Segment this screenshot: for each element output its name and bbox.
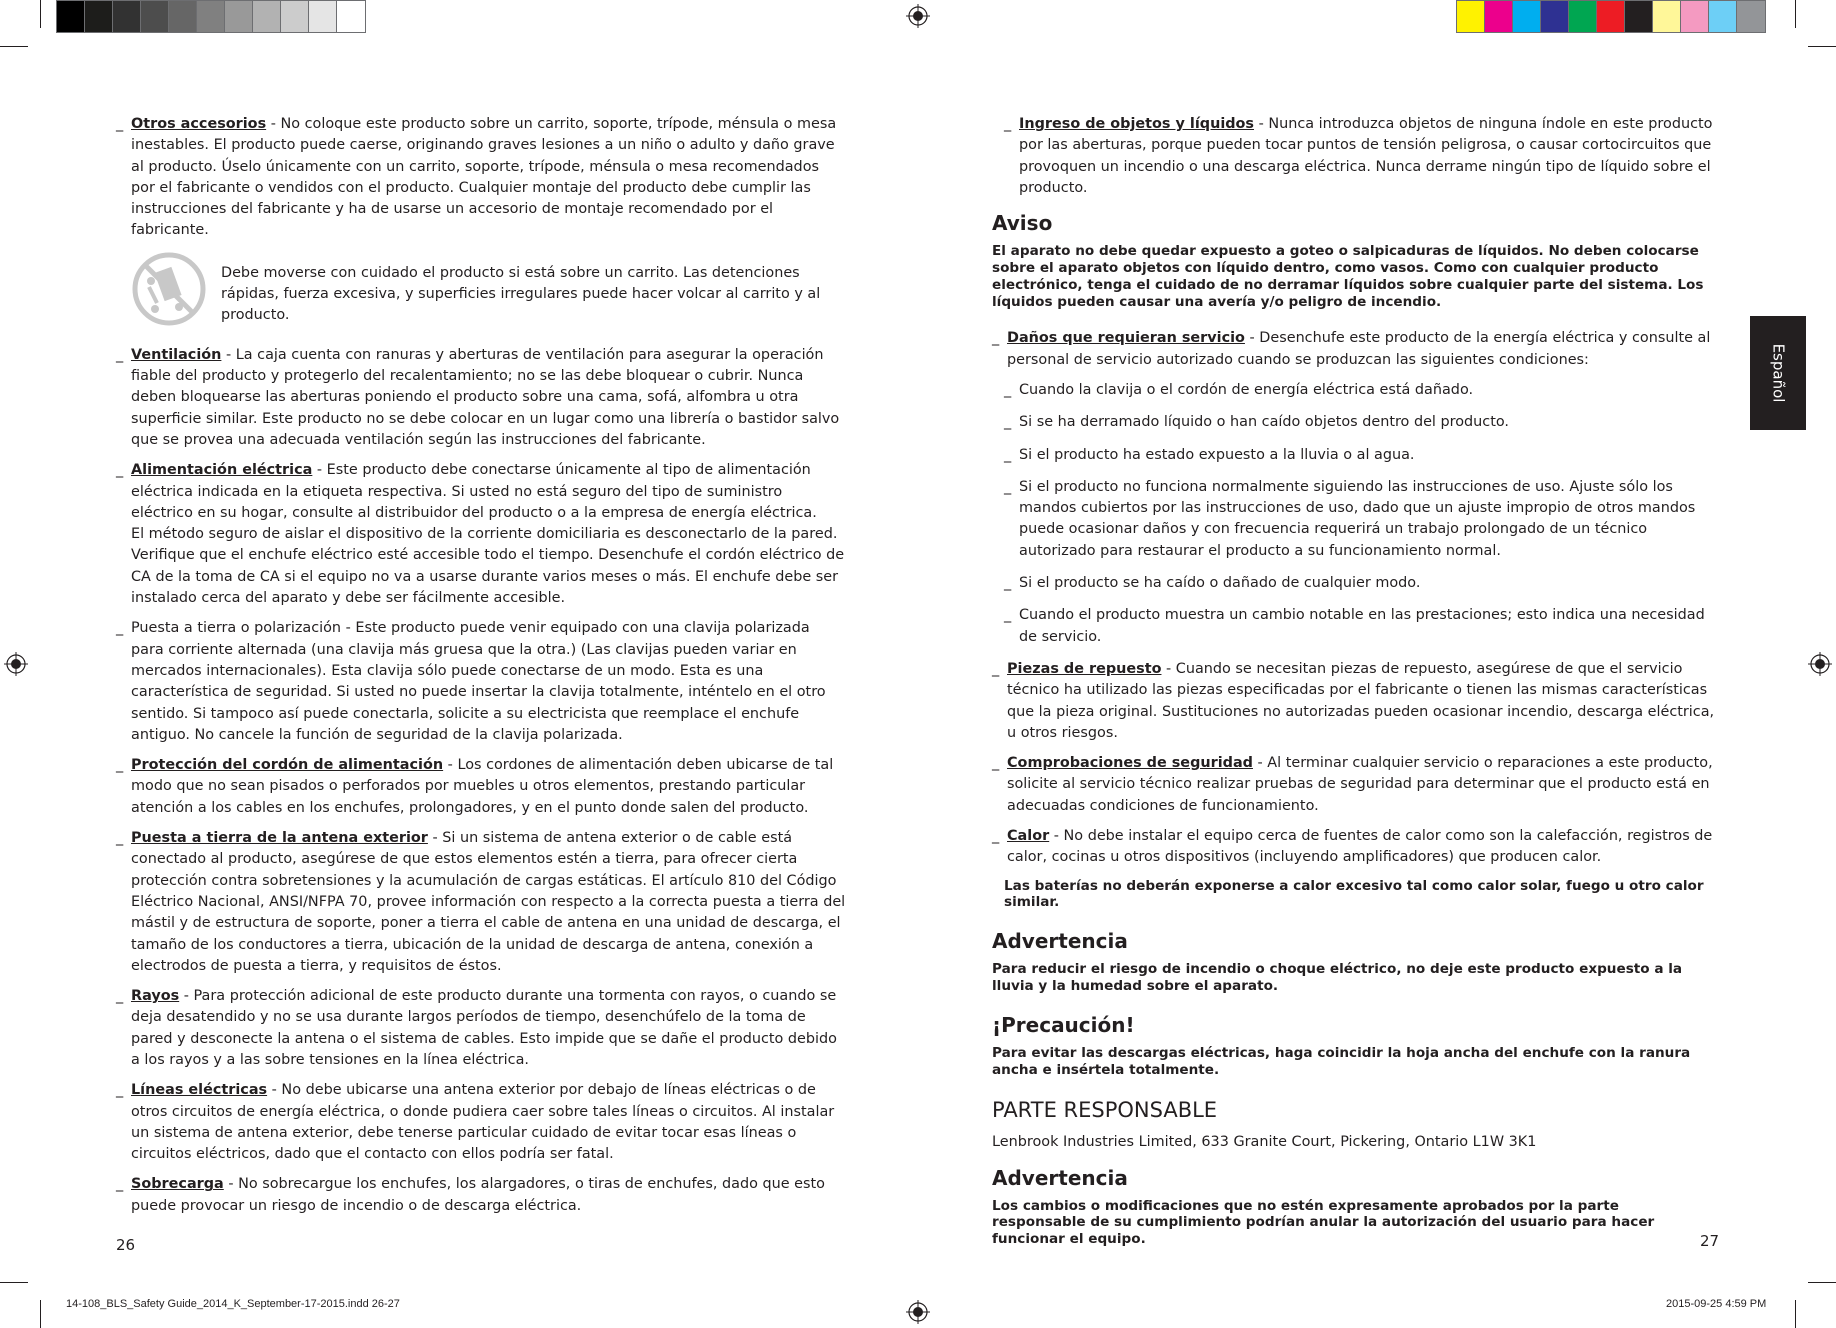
responsable-heading: PARTE RESPONSABLE (992, 1098, 1218, 1123)
color-swatch (1597, 1, 1625, 32)
list-item: _ Otros accesorios - No coloque este producto sobre un carrito, soporte, trípode, ménsula o mesa inestables. El producto puede caerse, originando graves lesiones a un niño o adulto y daño grave al producto. Úselo únicamente con un carrito, soporte, trípode, ménsula o mesa recomendados por el fabricante o vendidos con el producto. Cualquier montaje del producto debe cumplir las instrucciones del fabricante y ha de usarse un accesorio de montaje recomendado por el fabricante. (116, 116, 837, 239)
color-swatch (113, 1, 141, 32)
grayscale-color-bar (56, 0, 366, 33)
color-swatch (1541, 1, 1569, 32)
condition-item: _ Si el producto no funciona normalmente siguiendo las instrucciones de uso. Ajuste sólo los mandos cubiertos por las instrucciones de uso, dado que un ajuste impropio de otros mandos puede ocasionar daños y con frecuencia requerirá un trabajo prolongado de un técnico autorizado para restaurar el producto a su funcionamiento normal. (1004, 478, 1696, 559)
color-swatch (1737, 1, 1765, 32)
list-item: _ Alimentación eléctrica - Este producto debe conectarse únicamente al tipo de alimentación eléctrica indicada en la etiqueta respectiva. Si usted no está seguro del tipo de suministro eléctrico en su hogar, consulte al distribuidor del producto o a la empresa de energía eléctrica. El método seguro de aislar el dispositivo de la corriente domiciliaria es desconectarlo de la pared. Verifique que el enchufe eléctrico esté accesible todo el tiempo. Desenchufe el cordón eléctrico de CA de la toma de CA si el equipo no va a usarse durante varios meses o más. El enchufe debe ser instalado cerca del aparato y debe ser fácilmente accesible. (116, 462, 845, 607)
list-item: _ Ventilación - La caja cuenta con ranuras y aberturas de ventilación para asegurar la operación fiable del producto y protegerlo del recalentamiento; no se las debe bloquear o cubrir. Nunca deben bloquearse las aberturas poniendo el producto sobre una cama, sofá, alfombra u otra superficie similar. Este producto no se debe colocar en un lugar como una librería o bastidor salvo que se provea una adecuada ventilación según las instrucciones del fabricante. (116, 346, 840, 448)
advertencia-heading: Advertencia (992, 929, 1128, 954)
crop-mark (0, 46, 28, 47)
color-swatch (1709, 1, 1737, 32)
aviso-text: El aparato no debe quedar expuesto a goteo o salpicaduras de líquidos. No deben colocarse sobre el aparato objetos con líquido dentro, como vasos. Como con cualquier producto electrónico, tenga el cuidado de no derramar líquidos sobre cualquier parte del sistema. Los líquidos pueden causar una avería y/o peligro de incendio. (992, 243, 1704, 310)
list-item: _ Protección del cordón de alimentación - Los cordones de alimentación deben ubicarse de tal modo que no sean pisados o perforados por muebles u otros elementos, prestando particular atención a los cables en los enchufes, prolongadores, y en el punto donde salen del producto. (116, 757, 834, 816)
cart-tip-warning-icon (131, 251, 207, 327)
condition-item: _ Si se ha derramado líquido o han caído objetos dentro del producto. (1004, 414, 1509, 431)
aviso-heading: Aviso (992, 211, 1053, 236)
color-swatch (281, 1, 309, 32)
list-item: _ Rayos - Para protección adicional de este producto durante una tormenta con rayos, o cuando se deja desatendido y no se usa durante largos períodos de tiempo, desenchúfelo de la toma de pared y desconecte la antena o el sistema de cables. Esto impide que se dañe el producto debido a los rayos y a las sobre tensiones en la línea eléctrica. (116, 988, 837, 1068)
color-swatch (1457, 1, 1485, 32)
cart-note-text: Debe moverse con cuidado el producto si está sobre un carrito. Las detenciones rápidas, fuerza excesiva, y superficies irregulares puede hacer volcar al carrito y al producto. (221, 264, 821, 324)
color-swatch (309, 1, 337, 32)
color-swatch (1513, 1, 1541, 32)
crop-mark (1808, 1282, 1836, 1283)
color-swatch (85, 1, 113, 32)
process-color-bar (1456, 0, 1766, 33)
list-item: _ Daños que requieran servicio - Desenchufe este producto de la energía eléctrica y consulte al personal de servicio autorizado cuando se produzcan las siguientes condiciones: (992, 330, 1711, 368)
condition-item: _ Si el producto ha estado expuesto a la lluvia o al agua. (1004, 446, 1415, 463)
slug-file: 14-108_BLS_Safety Guide_2014_K_September-17-2015.indd 26-27 (66, 1298, 400, 1310)
crop-mark (1795, 1300, 1796, 1328)
list-item: _ Puesta a tierra o polarización - Este producto puede venir equipado con una clavija polarizada para corriente alternada (una clavija más gruesa que la otra.) (Las clavijas pueden variar en mercados internacionales). Esta clavija sólo puede conectarse de un modo. Esta es una característica de seguridad. Si usted no puede insertar la clavija totalmente, inténtelo en el otro sentido. Si tampoco así puede conectarla, solicite a su electricista que reemplace el enchufe antiguo. No cancele la función de seguridad de la clavija polarizada. (116, 620, 826, 743)
crop-mark (1795, 0, 1796, 28)
list-item: _ Calor - No debe instalar el equipo cerca de fuentes de calor como son la calefacción, registros de calor, cocinas u otros dispositivos (incluyendo amplificadores) que producen calor. (992, 828, 1713, 866)
color-swatch (1681, 1, 1709, 32)
list-item: _ Sobrecarga - No sobrecargue los enchufes, los alargadores, o tiras de enchufes, dado que esto puede provocar un riesgo de incendio o de descarga eléctrica. (116, 1176, 825, 1214)
condition-item: _ Cuando la clavija o el cordón de energía eléctrica está dañado. (1004, 381, 1474, 398)
page-number-right: 27 (1700, 1232, 1720, 1250)
precaucion-heading: ¡Precaución! (992, 1012, 1135, 1037)
advertencia-text-2: Los cambios o modificaciones que no estén expresamente aprobados por la parte responsable de su cumplimiento podrían anular la autorización del usuario para hacer funcionar el equipo. (992, 1197, 1655, 1248)
color-swatch (253, 1, 281, 32)
condition-item: _ Si el producto se ha caído o dañado de cualquier modo. (1004, 575, 1421, 592)
registration-mark-icon (906, 4, 930, 28)
registration-mark-icon (1808, 652, 1832, 676)
precaucion-text: Para evitar las descargas eléctricas, haga coincidir la hoja ancha del enchufe con la ranura ancha e insértela totalmente. (992, 1044, 1691, 1078)
list-item: _ Puesta a tierra de la antena exterior - Si un sistema de antena exterior o de cable está conectado al producto, asegúrese de que estos elementos estén a tierra, para ofrecer cierta protección contra sobretensiones y la acumulación de cargas estáticas. El artículo 810 del Código Eléctrico Nacional, ANSI/NFPA 70, provee información con respecto a la correcta puesta a tierra del mástil y de estructura de soporte, poner a tierra el cable de antena en una unidad de descarga, el tamaño de los conductores a tierra, ubicación de la unidad de descarga de antena, conexión a electrodos de puesta a tierra, y requisitos de éstos. (116, 830, 846, 974)
advertencia-heading-2: Advertencia (992, 1165, 1128, 1190)
list-item: _ Ingreso de objetos y líquidos - Nunca introduzca objetos de ninguna índole en este producto por las aberturas, porque pueden tocar puntos de tensión peligrosa, o causar cortocircuitos que provoquen un incendio o una descarga eléctrica. Nunca derrame ningún tipo de líquido sobre el producto. (1004, 116, 1713, 196)
color-swatch (1625, 1, 1653, 32)
list-item: _ Líneas eléctricas - No debe ubicarse una antena exterior por debajo de líneas eléctricas o de otros circuitos de energía eléctrica, o donde pudiera caer sobre tales líneas o circuitos. Al instalar un sistema de antena exterior, debe tenerse particular cuidado de evitar tocar esas líneas o circuitos eléctricos, dado que el contacto con ellos podría ser fatal. (116, 1082, 835, 1163)
responsable-text: Lenbrook Industries Limited, 633 Granite Court, Pickering, Ontario L1W 3K1 (992, 1134, 1537, 1151)
cart-warning-note (131, 251, 846, 327)
color-swatch (197, 1, 225, 32)
crop-mark (40, 0, 41, 28)
crop-mark (0, 1282, 28, 1283)
color-swatch (225, 1, 253, 32)
crop-mark (1808, 46, 1836, 47)
list-item: _ Comprobaciones de seguridad - Al terminar cualquier servicio o reparaciones a este producto, solicite al servicio técnico realizar pruebas de seguridad para determinar que el producto está en adecuadas condiciones de funcionamiento. (992, 755, 1713, 814)
color-swatch (169, 1, 197, 32)
registration-mark-icon (4, 652, 28, 676)
language-tab: Español (1750, 316, 1806, 430)
color-swatch (57, 1, 85, 32)
battery-note: Las baterías no deberán exponerse a calor excesivo tal como calor solar, fuego u otro calor similar. (1004, 877, 1704, 911)
list-item: _ Piezas de repuesto - Cuando se necesitan piezas de repuesto, asegúrese de que el servicio técnico ha utilizado las piezas especificadas por el fabricante o tienen las mismas características que la pieza original. Sustituciones no autorizadas pueden ocasionar incendio, descarga eléctrica, u otros riesgos. (992, 660, 1715, 741)
registration-mark-icon (906, 1300, 930, 1324)
color-swatch (1653, 1, 1681, 32)
color-swatch (141, 1, 169, 32)
condition-item: _ Cuando el producto muestra un cambio notable en las prestaciones; esto indica una necesidad de servicio. (1004, 607, 1705, 645)
color-swatch (1485, 1, 1513, 32)
page-number-left: 26 (116, 1236, 136, 1254)
crop-mark (40, 1300, 41, 1328)
advertencia-text: Para reducir el riesgo de incendio o choque eléctrico, no deje este producto expuesto a la lluvia y la humedad sobre el aparato. (992, 961, 1683, 994)
slug-date: 2015-09-25 4:59 PM (1666, 1298, 1767, 1310)
right-page (992, 114, 1716, 1266)
color-swatch (1569, 1, 1597, 32)
left-page (116, 114, 846, 1226)
color-swatch (337, 1, 365, 32)
